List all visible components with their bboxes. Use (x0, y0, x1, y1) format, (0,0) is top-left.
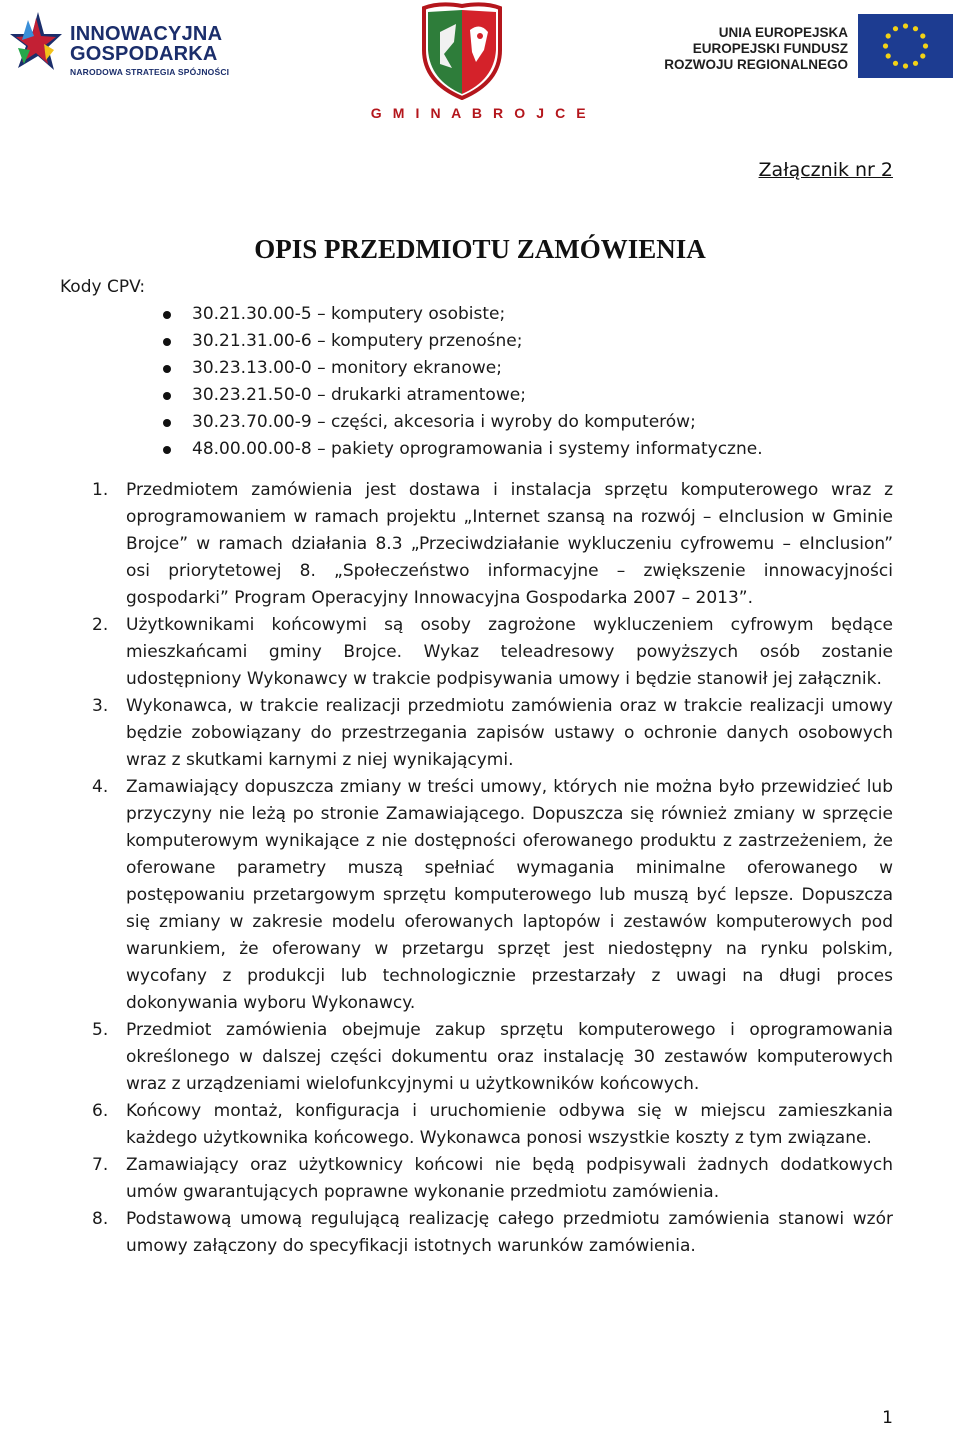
eu-line-3: ROZWOJU REGIONALNEGO (664, 57, 848, 72)
eu-line-1: UNIA EUROPEJSKA (718, 25, 848, 40)
cpv-label: Kody CPV: (60, 277, 146, 297)
point-number: 2. (92, 615, 109, 635)
point-item (60, 1017, 893, 1098)
eu-logo-text (664, 25, 848, 73)
point-text: Zamawiający dopuszcza zmiany w treści umowy, których nie można było przewidzieć lub przyczyny nie leżą po stronie Zamawiającego. Dopuszcza się również zmiany w sprzęcie komputerowym wynikające z nie dostępności oferowanego produktu z zastrzeżeniem, że oferowane parametry muszą spełniać wymagania minimalne oferowanego w postępowaniu przetargowym sprzętu komputerowego lub muszą być lepsze. Dopuszcza się zmiany w zakresie modelu oferowanych laptopów i zestawów komputerowych pod warunkiem, że oferowany w przetargu sprzęt jest niedostępny na rynku polskim, wycofany z produkcji lub technologicznie przestarzały z uwagi na długi proces dokonywania wyboru Wykonawcy. (126, 777, 893, 1013)
point-item (60, 477, 893, 612)
eu-flag (858, 14, 953, 78)
cpv-list (60, 301, 893, 463)
municipality-name: G M I N A B R O J C E (370, 105, 590, 121)
cpv-item (60, 436, 893, 463)
bullet-icon (163, 419, 171, 427)
cpv-text: 30.23.70.00-9 – części, akcesoria i wyroby do komputerów; (192, 412, 696, 432)
cpv-text: 48.00.00.00-8 – pakiety oprogramowania i systemy informatyczne. (192, 439, 763, 459)
point-text: Użytkownikami końcowymi są osoby zagrożone wykluczeniem cyfrowym będące mieszkańcami gminy Brojce. Wykaz teleadresowy powyższych osób zostanie udostępniony Wykonawcy w trakcie podpisywania umowy i będzie stanowił jej załącznik. (126, 615, 893, 689)
point-text: Przedmiotem zamówienia jest dostawa i instalacja sprzętu komputerowego wraz z oprogramowaniem w ramach projektu „Internet szansą na rozwój – eInclusion w Gminie Brojce” w ramach działania 8.3 „Przeciwdziałanie wykluczeniu cyfrowemu – eInclusion” osi priorytetowej 8. „Społeczeństwo informacyjne – zwiększenie innowacyjności gospodarki” Program Operacyjny Innowacyjna Gospodarka 2007 – 2013”. (126, 480, 893, 608)
point-text: Podstawową umową regulującą realizację całego przedmiotu zamówienia stanowi wzór umowy załączony do specyfikacji istotnych warunków zamówienia. (126, 1209, 893, 1256)
cpv-text: 30.21.30.00-5 – komputery osobiste; (192, 304, 506, 324)
document-body (60, 274, 893, 1260)
cpv-item (60, 409, 893, 436)
point-number: 8. (92, 1209, 109, 1229)
point-text: Przedmiot zamówienia obejmuje zakup sprzętu komputerowego i oprogramowania określonego w dalszej części dokumentu oraz instalację 30 zestawów komputerowych wraz z urządzeniami wielofunkcyjnymi u użytkowników końcowych. (126, 1020, 893, 1094)
innowacyjna-gospodarka-logo (8, 10, 240, 80)
cpv-text: 30.23.21.50-0 – drukarki atramentowe; (192, 385, 526, 405)
coat-of-arms-icon (418, 2, 506, 100)
cpv-item (60, 301, 893, 328)
bullet-icon (163, 365, 171, 373)
cpv-item (60, 382, 893, 409)
cpv-text: 30.23.13.00-0 – monitory ekranowe; (192, 358, 502, 378)
page-number: 1 (882, 1408, 893, 1428)
numbered-points (60, 477, 893, 1260)
logo-line-3: NARODOWA STRATEGIA SPÓJNOŚCI (70, 67, 230, 77)
logo-line-2: GOSPODARKA (70, 43, 218, 65)
cpv-item (60, 328, 893, 355)
point-item (60, 693, 893, 774)
cpv-item (60, 355, 893, 382)
municipality-crest (418, 2, 506, 100)
point-number: 3. (92, 696, 109, 716)
point-number: 4. (92, 777, 109, 797)
bullet-icon (163, 392, 171, 400)
star-icon (8, 10, 64, 76)
bullet-icon (163, 446, 171, 454)
point-number: 5. (92, 1020, 109, 1040)
point-text: Zamawiający oraz użytkownicy końcowi nie będą podpisywali żadnych dodatkowych umów gwarantujących poprawne wykonanie przedmiotu zamówienia. (126, 1155, 893, 1202)
point-item (60, 774, 893, 1017)
eu-flag-icon (858, 14, 953, 78)
document-title: OPIS PRZEDMIOTU ZAMÓWIENIA (254, 234, 706, 264)
point-item (60, 1206, 893, 1260)
point-number: 6. (92, 1101, 109, 1121)
annex-label: Załącznik nr 2 (758, 159, 893, 181)
point-number: 7. (92, 1155, 109, 1175)
point-item (60, 612, 893, 693)
eu-line-2: EUROPEJSKI FUNDUSZ (692, 41, 848, 56)
bullet-icon (163, 311, 171, 319)
logo-line-1: INNOWACYJNA (70, 23, 223, 45)
bullet-icon (163, 338, 171, 346)
cpv-text: 30.21.31.00-6 – komputery przenośne; (192, 331, 523, 351)
point-number: 1. (92, 480, 109, 500)
point-item (60, 1098, 893, 1152)
point-item (60, 1152, 893, 1206)
point-text: Końcowy montaż, konfiguracja i uruchomienie odbywa się w miejscu zamieszkania każdego użytkownika końcowego. Wykonawca ponosi wszystkie koszty z tym związane. (126, 1101, 893, 1148)
point-text: Wykonawca, w trakcie realizacji przedmiotu zamówienia oraz w trakcie realizacji umowy będzie zobowiązany do przestrzegania zapisów ustawy o ochronie danych osobowych wraz z skutkami karnymi z niej wynikającymi. (126, 696, 893, 770)
